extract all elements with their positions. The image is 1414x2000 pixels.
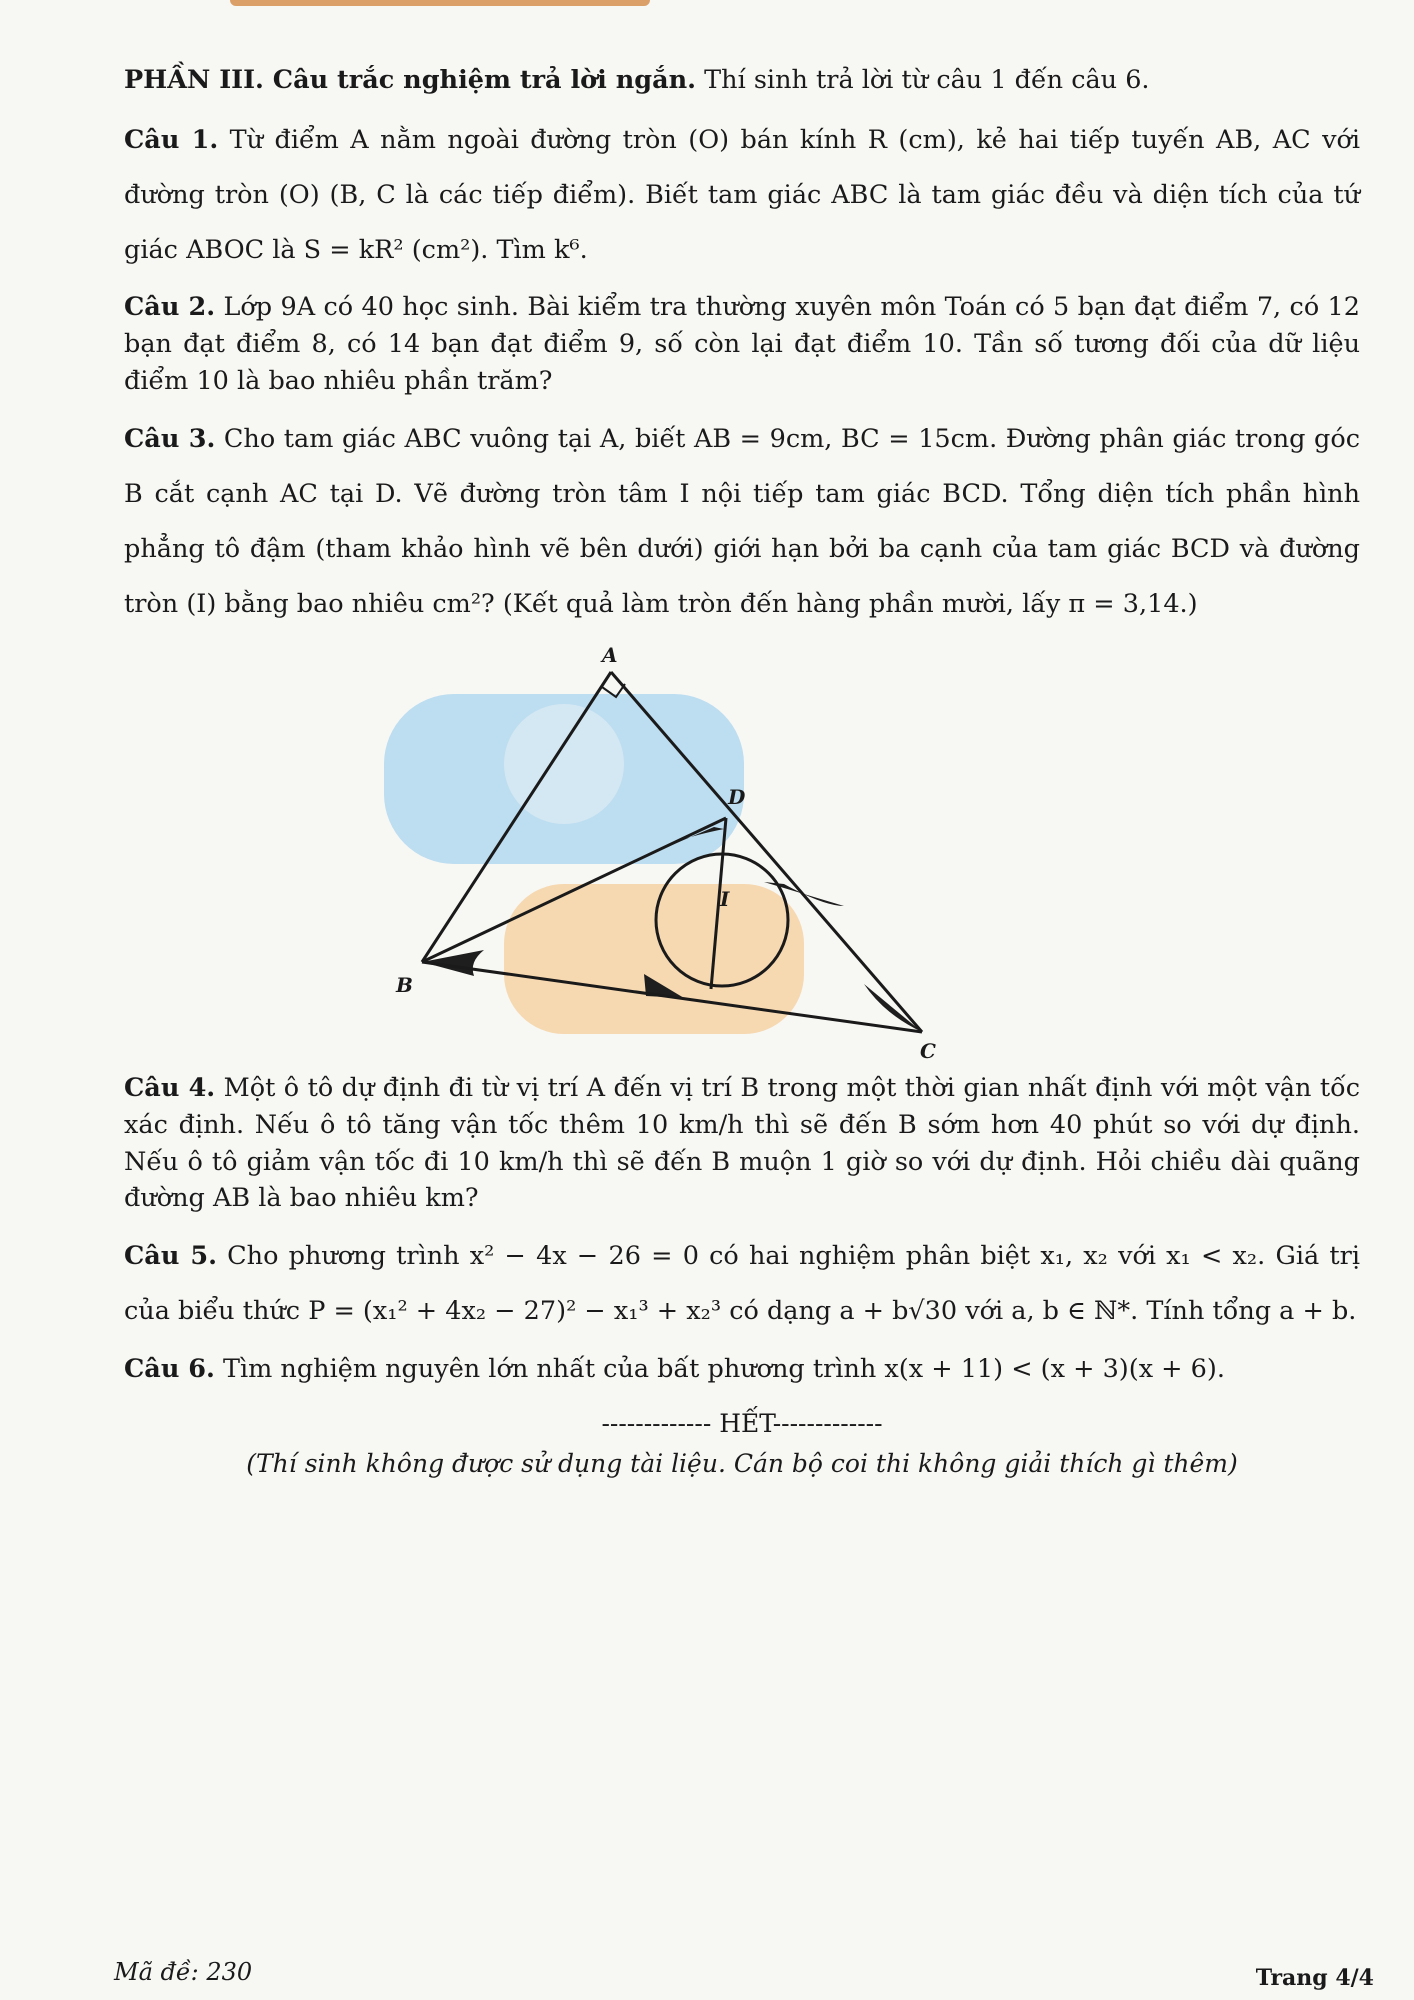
question-text: Tìm nghiệm nguyên lớn nhất của bất phương trình x(x + 11) < (x + 3)(x + 6). — [214, 1354, 1225, 1385]
question-label: Câu 6. — [124, 1354, 215, 1385]
label-c: C — [920, 1038, 936, 1063]
question-label: Câu 5. — [124, 1241, 217, 1272]
exam-code: Mã đề: 230 — [114, 1958, 253, 1986]
watermark-orange-shape — [504, 884, 804, 1034]
end-note: (Thí sinh không được sử dụng tài liệu. Cán bộ coi thi không giải thích gì thêm) — [246, 1449, 1238, 1479]
question-5 — [124, 1229, 1360, 1339]
section-title-bold: PHẦN III. Câu trắc nghiệm trả lời ngắn. — [124, 65, 697, 95]
page-number: Trang 4/4 — [1255, 1965, 1374, 1991]
question-2 — [124, 289, 1360, 400]
question-3 — [124, 412, 1360, 631]
end-mark: ------------- HẾT------------- — [601, 1409, 883, 1439]
question-label: Câu 4. — [124, 1072, 216, 1103]
label-b: B — [396, 972, 413, 997]
question-text: Một ô tô dự định đi từ vị trí A đến vị trí B trong một thời gian nhất định với một vận tốc xác định. Nếu ô tô tăng vận tốc thêm 10 km/h thì sẽ đến B sớm hơn 40 phút so với dự định. Nếu ô tô giảm vận tốc đi 10 km/h thì sẽ đến B muộn 1 giờ so với dự định. Hỏi chiều dài quãng đường AB là bao nhiêu km? — [124, 1072, 1360, 1214]
question-label: Câu 3. — [124, 424, 216, 455]
label-d: D — [728, 784, 746, 809]
question-label: Câu 2. — [124, 292, 216, 323]
question-text: Cho phương trình x² − 4x − 26 = 0 có hai nghiệm phân biệt x₁, x₂ với x₁ < x₂. Giá trị của biểu thức P = (x₁² + 4x₂ − 27)² − x₁³ + x₂³ có dạng a + b√30 với a, b ∈ ℕ*. Tính tổng a + b. — [124, 1241, 1360, 1327]
triangle-figure-svg — [124, 644, 1360, 1064]
question-6 — [124, 1351, 1360, 1388]
question-text: Cho tam giác ABC vuông tại A, biết AB = 9cm, BC = 15cm. Đường phân giác trong góc B cắt cạnh AC tại D. Vẽ đường tròn tâm I nội tiếp tam giác BCD. Tổng diện tích phần hình phẳng tô đậm (tham khảo hình vẽ bên dưới) giới hạn bởi ba cạnh của tam giác BCD và đường tròn (I) bằng bao nhiêu cm²? (Kết quả làm tròn đến hàng phần mười, lấy π = 3,14.) — [124, 424, 1360, 619]
question-4 — [124, 1070, 1360, 1218]
top-edge-decoration — [230, 0, 650, 6]
exam-page — [124, 62, 1360, 1483]
question-label: Câu 1. — [124, 124, 219, 155]
question-text: Từ điểm A nằm ngoài đường tròn (O) bán kính R (cm), kẻ hai tiếp tuyến AB, AC với đường tròn (O) (B, C là các tiếp điểm). Biết tam giác ABC là tam giác đều và diện tích của tứ giác ABOC là S = kR² (cm²). Tìm k⁶. — [124, 124, 1361, 265]
label-a: A — [602, 643, 618, 667]
section-title-rest: Thí sinh trả lời từ câu 1 đến câu 6. — [696, 65, 1150, 95]
section-title — [124, 62, 1360, 99]
label-i: I — [720, 886, 730, 911]
question-1 — [124, 113, 1360, 277]
question-text: Lớp 9A có 40 học sinh. Bài kiểm tra thường xuyên môn Toán có 5 bạn đạt điểm 7, có 12 bạn đạt điểm 8, có 14 bạn đạt điểm 9, số còn lại đạt điểm 10. Tần số tương đối của dữ liệu điểm 10 là bao nhiêu phần trăm? — [124, 292, 1360, 397]
triangle-figure — [124, 644, 1360, 1064]
